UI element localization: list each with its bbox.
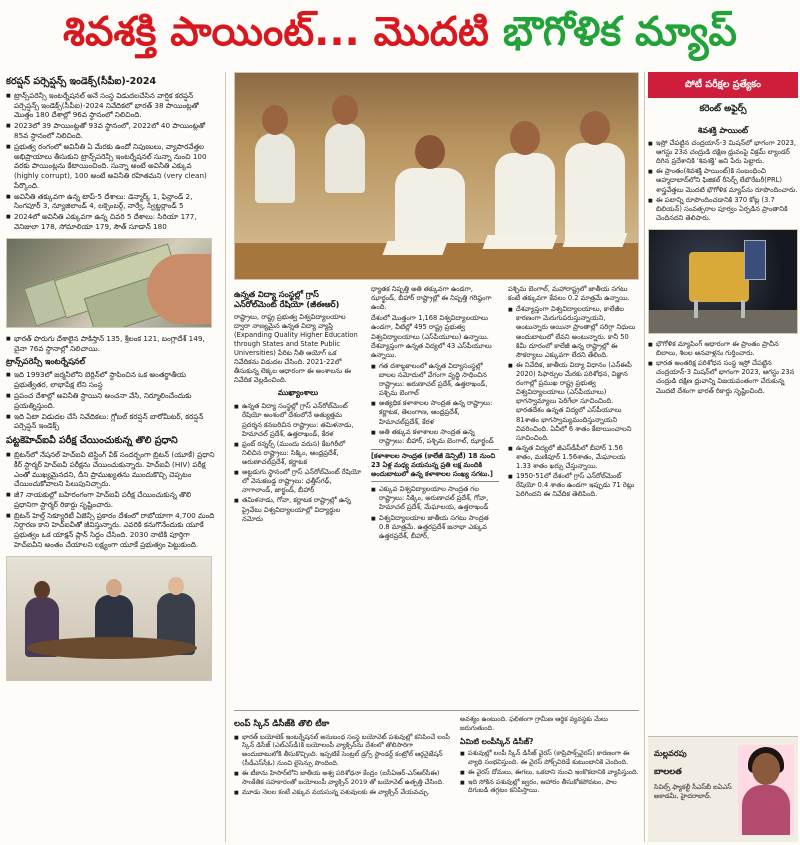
ger-col-1	[234, 285, 362, 705]
list-item: ■ ఉన్నత విద్యలో జీఎస్‌డీపీలో బీహార్ 1.56 శాతం, మణిపూర్ 1.56శాతం, మేఘాలయ 1.33 శాతం ఖర్చు చేస్తున్నాయి.	[508, 444, 636, 471]
author-name: బాలలత	[654, 767, 682, 777]
key-points-heading: ముఖ్యాంశాలు	[277, 388, 319, 398]
mid-bullets	[371, 362, 499, 446]
lunar-lander-photo	[648, 229, 798, 334]
currency-notes-photo	[6, 238, 212, 328]
left-column	[6, 72, 216, 842]
list-item: ■ దేశవ్యాప్తంగా విశ్వవిద్యాలయాలు, కాలేజీల కారణంగా మెరుగుపరుస్తున్నాయని, అంటున్నారు అయినా ప్రాంతాల్లో సరిగ్గా నిధులు అందుబాటులో లేవని అంటున్నారు. కానీ 50 కిమీ దూరంలో కాలేజీ ఉన్న రాష్ట్రాల్లో ఈ సౌకర్యాలు ఎక్కువగా లేదని తేలింది.	[508, 305, 636, 360]
column-divider	[225, 72, 226, 842]
list-item: ■ పశువుల్లో లంపీ స్కిన్ డిసీజ్ వైరస్ (కాప్రిపాక్స్‌వైరస్) కారణంగా ఈ వ్యాధి సంభవిస్తుంది. ఈ వైరస్ పోక్స్‌విరిడే కుటుంబానికి చెందింది.	[460, 749, 639, 767]
list-item: ■ అవినీతి తక్కువగా ఉన్న టాప్-5 దేశాలు: డెన్మార్క్ 1, ఫిన్లాండ్ 2, సింగపూర్ 3, న్యూజిలాండ్ 4, లక్సెంబర్గ్, నార్వే, స్విట్జర్లాండ్ 5	[6, 192, 216, 212]
list-item: ■ భారత్ బయోటెక్ ఇంటర్నేషనల్ అనుబంధ సంస్థ బయోవెట్ పశువుల్లో కనిపించే లంపీ స్కిన్ డిసీజ్ (ఎల్‌ఎస్‌డీ)కి బయోలంపీ వ్యాక్సిన్‌ను దేశంలో తొలిసారిగా అందుబాటులోకి తీసుకొచ్చింది. ఇప్పటికే సెంట్రల్ డ్రగ్స్ స్టాండర్డ్ కంట్రోల్ ఆర్గనైజేషన్ (సీడీఎస్‌సీఓ) నుంచి లైసెన్సు పొందింది.	[234, 733, 452, 768]
center-column	[234, 72, 639, 842]
meeting-photo	[6, 556, 212, 681]
ti-title: ట్రాన్స్‌పరెన్సీ ఇంటర్నేషనల్	[6, 357, 86, 367]
hiv-title: పట్టకెహెచ్‌ఐవీ పరీక్ష చేయించుకున్న తొలి ప్రధాని	[6, 435, 178, 447]
list-item: ■ మూడు నెలల కంటే ఎక్కువ వయసున్న పశువులకు ఈ వ్యాక్సిన్ వేయవచ్చు.	[234, 788, 452, 797]
lumpy-para: అవశ్యం ఉంటుంది. ఫలితంగా గ్రామీణ ఆర్థిక వ్యవస్థకు మేలు జరుగుతుంది.	[460, 715, 608, 732]
list-item: ■ ఈ టీకాను హిసార్‌లోని జాతీయ అశ్వ పరిశోధనా కేంద్రం (ఐసీఏఆర్-ఎన్‌ఆర్‌సీఈ) సాంకేతిక సహకారంతో బయోలంపీ వ్యాక్సిన్ 2019 తో బయోవెట్ ఉత్పత్తి చేసింది.	[234, 769, 452, 787]
lumpy-what-heading: ఏమిటి లంపీస్కిన్ డిసీజ్?	[460, 736, 534, 746]
list-item: ■ 1950-51లో దేశంలో గ్రాస్ ఎన్‌రోల్‌మెంట్ రేషియో 0.4 శాతం ఉండగా ఇప్పుడు 71 రెట్లు పెరిగిందని ఈ నివేదిక తెలిపింది.	[508, 472, 636, 499]
college-density-note: [కళాశాలల సాంద్రత (కాలేజీ డెన్సిటీ) 18 నుంచి 23 ఏళ్ల మధ్య వయసున్న ప్రతి లక్ష మందికి అందుబాటులో ఉన్న కళాశాలల సంఖ్య సగటు.]	[371, 449, 499, 482]
current-affairs-label: కరెంట్ అఫైర్స్	[699, 104, 747, 114]
mid-para: దేశంలో మొత్తంగా 1,168 విశ్వవిద్యాలయాలు ఉండగా, వీటిల్లో 495 రాష్ట్ర ప్రభుత్వ విశ్వవిద్యాలయాలు (ఎస్‌పీయూలు) ఉన్నాయి. దేశవ్యాప్తంగా ఉన్నత విద్యలో 43 ఎస్‌పీయూలు ఉన్నాయి.	[371, 314, 492, 359]
lumpy-col-1	[234, 715, 452, 842]
list-item: ■ 2024లో అవినీతి ఎక్కువగా ఉన్న చివరి 5 దేశాలు: సిరియా 177, వెనిజులా 178, సోమాలియా 179, సౌత్ సూడాన్ 180	[6, 212, 216, 232]
mid-para: ధ్యాతక నిష్పత్తి అతి తక్కువగా ఉండగా, ఝార్ఖండ్, బీహార్ రాష్ట్రాల్లో ఈ నిష్పత్తి గరిష్ఠంగా ఉంది.	[371, 285, 492, 312]
list-item: ■ ఇది ఏటా విడుదల చేసే నివేదికలు: గ్లోబల్ కరప్షన్ బారోమీటర్, కరప్షన్ పర్సెప్షన్ ఇండెక్స్	[6, 412, 216, 432]
list-item: ■ ట్రాన్స్‌పరెన్సీ ఇంటర్నేషనల్ అనే సంస్థ విడుదలచేసిన వార్షిక కరప్షన్ పర్సెప్షన్స్ ఇండెక్స్(సీపీఐ)-2024 నివేదికలో భారత్ 38 పాయింట్లతో మొత్తం 180 దేశాల్లో 96వ స్థానంలో నిలిచింది.	[6, 91, 216, 120]
list-item: ■ విశ్వవిద్యాలయాల జాతీయ సగటు సాంద్రత 0.8 మాత్రమే. ఉత్తరప్రదేశ్ జనాభా ఎక్కువ ఉత్తరప్రదేశ్, బీహార్,	[371, 514, 499, 541]
page-headline	[0, 0, 800, 64]
list-item: ■ ఈ పటాన్ని రూపొందించడానికి 370 కోట్ల (3.7 బిలియన్) సంవత్సరాల పూర్వం ఏర్పడిన ప్రాంతానికి చెందినదని తెలిపారు.	[648, 196, 798, 223]
author-portrait	[738, 745, 794, 835]
mid-bullets-2	[371, 485, 499, 541]
list-item: ■ ఎక్కువ విశ్వవిద్యాలయాల సాంద్రత గల రాష్ట్రాలు: సిక్కిం, అరుణాచల్ ప్రదేశ్, గోవా, హిమాచల్ ప్రదేశ్, మేఘాలయ, ఉత్తరాఖండ్	[371, 485, 499, 512]
hiv-bullets	[6, 450, 216, 550]
cpi-title: కరప్షన్ పర్సెప్షన్స్ ఇండెక్స్(సీపీఐ)-2024	[6, 76, 157, 87]
column-divider	[644, 72, 645, 842]
list-item: ■ ఇస్రో చేపట్టిన చంద్రయాన్-3 మిషన్‌లో భాగంగా 2023, ఆగస్టు 23న చంద్రుడి దక్షిణ ధ్రువంపై విక్రమ్ ల్యాండర్ దిగిన ప్రదేశానికి 'శివశక్తి' అని పేరు పెట్టారు.	[648, 139, 798, 166]
ger-col-3	[508, 285, 636, 705]
right-bullets	[508, 305, 636, 499]
list-item: ■ తమిళనాడు, గోవా, కర్ణాటక రాష్ట్రాల్లో ఉన్న ప్రైవేటు విశ్వవిద్యాలయాల్లో విద్యార్థుల నమోదు	[234, 496, 362, 523]
list-item: ■ భౌగోళిక మ్యాపింగ్ ఆధారంగా ఈ ప్రాంతం ప్రాచీన బిలాలు, శిలల ఆనవాళ్లను గుర్తించారు.	[648, 340, 798, 358]
author-role: సివిల్స్ ఫ్యాకల్టీ సీఎస్‌బీ ఐఏఎస్ అకాడమీ, హైదరాబాద్.	[654, 783, 732, 800]
list-item: ■ గత దశాబ్దకాలంలో ఉన్నత విద్యాసంస్థల్లో బాలల నమోదులో వేగంగా వృద్ధి సాధించిన రాష్ట్రాలు: అరుణాచల్ ప్రదేశ్, ఉత్తరాఖండ్, పశ్చిమ బెంగాల్	[371, 362, 499, 398]
ger-col-2	[371, 285, 499, 705]
author-surname: మల్లవరపు	[654, 749, 687, 758]
lumpy-right-bullets	[460, 749, 639, 795]
list-item: ■ ఈ వైరస్ దోమలు, ఈగలు, ఒకదాని నుంచి ఇంకొకదానికి వ్యాపిస్తుంది.	[460, 768, 639, 777]
list-item: ■ భారత అంతరిక్ష పరిశోధన సంస్థ ఇస్రో చేపట్టిన చంద్రయాన్-3 మిషన్‌లో భాగంగా 2023, ఆగస్టు 23న చంద్రుడి దక్షిణ ధ్రువాన్ని విజయవంతంగా చేరుకున్న మొదటి దేశంగా భారత్ రికార్డు సృష్టించింది.	[648, 359, 798, 395]
list-item: ■ ఇది 1993లో జర్మనీలోని బెర్లిన్‌లో స్థాపించిన ఒక అంతర్జాతీయ ప్రభుత్వేతర, లాభాపేక్ష లేని సంస్థ	[6, 370, 216, 390]
list-item: ■ బ్రిటన్‌లో నేషనల్ హెచ్ఐవీ టెస్టింగ్ వీక్ సందర్భంగా బ్రిటన్ (యూకే) ప్రధాని కీర్ స్టార్మర్ హెచ్ఐవీ పరీక్షను చేయించుకున్నారు. హెచ్ఐవీ (HIV) పరీక్ష ఎంతో ముఖ్యమైనదని, దీని ప్రాముఖ్యతను ముందుకొచ్చి చెప్పటం చేయించుకోవాలని పిలుపునిచ్చారు.	[6, 450, 216, 489]
right-column	[648, 72, 798, 842]
headline-part1: శివశక్తి పాయింట్... మొదటి	[63, 9, 503, 55]
list-item: ■ ప్రభుత్వ రంగంలో అవినీతి ఏ మేరకు ఉందో నిపుణులు, వ్యాపారవేత్తల అభిప్రాయాలు తీసుకుని ట్రాన్స్‌పరెన్సీ ఇంటర్నేషనల్ సున్నా నుంచి 100 వరకు పాయింట్లను కేటాయించింది. సున్నా అంటే అవినీతి ఎక్కువ (highly corrupt), 100 అంటే అవినీతి రహితమని (very clean) పేర్కొంది.	[6, 142, 216, 191]
list-item: ■ ప్రపంచ దేశాల్లో అవినీతి స్థాయిని అంచనా వేసి, నిర్మూలించేందుకు ప్రయత్నిస్తుంది.	[6, 391, 216, 411]
list-item: ■ 2023లో 39 పాయింట్లతో 93వ స్థానంలో, 2022లో 40 పాయింట్లతో 85వ స్థానంలో నిలిచింది.	[6, 121, 216, 141]
list-item: ■ అట్టడుగు స్థానంలో గ్రాస్ ఎన్‌రోల్‌మెంట్ రేషియో లో వెనుకబడ్డ రాష్ట్రాలు: ఛత్తీస్‌గఢ్, నాగాలాండ్, జార్ఖండ్, బీహార్	[234, 468, 362, 495]
cpi-bullets	[6, 91, 216, 232]
lumpy-bullets	[234, 733, 452, 797]
list-item: ■ ఫ్రంట్ రన్నర్స్ (ముందు వరుస) కేటగిరీలో నిలిచిన రాష్ట్రాలు: సిక్కిం, ఆంధ్రప్రదేశ్, అరుణాచల్‌ప్రదేశ్, కర్ణాటక	[234, 440, 362, 467]
list-item: ■ ఉన్నత విద్యా సంస్థల్లో గ్రాస్ ఎన్‌రోల్‌మెంట్ రేషియో అంశంలో దేశంలోనే అత్యుత్తమ ప్రదర్శన కనబరిచిన రాష్ట్రాలు: తమిళనాడు, హిమాచల్ ప్రదేశ్, ఉత్తరాఖండ్, కేరళ	[234, 402, 362, 438]
shivshakti-bullets	[648, 139, 798, 223]
lumpy-title: లంప్ స్కిన్ డిసీజ్‌కి తొలి టీకా	[234, 719, 330, 729]
list-item: ■ ఇది సోకిన పశువుల్లో జ్వరం, ఆహారం తీసుకోకపోవటం, పాల దిగుబడి తగ్గటం కనిపిస్తాయి.	[460, 778, 639, 796]
shivshakti-bullets-2	[648, 340, 798, 396]
ger-intro: రాష్ట్రాలు, రాష్ట్ర ప్రభుత్వ విశ్వవిద్యాలయాల ద్వారా నాణ్యమైన ఉన్నత విద్యా వ్యాప్తి (Expanding Quality Higher Education through States and State Public Universities) పేరిట నీతి ఆయోగ్ ఒక నివేదికను విడుదల చేసింది. 2021-22లో తీసుకున్న లెక్కల ఆధారంగా ఈ అంశాలను ఈ నివేదిక వెల్లడించింది.	[234, 312, 358, 385]
ger-title: ఉన్నత విద్యా సంస్థల్లో గ్రాస్ ఎన్‌రోల్‌మెంట్ రేషియో (జీఈఆర్)	[234, 289, 340, 310]
list-item: ■ ఈ నివేదిక, జాతీయ విద్యా విధానం (ఎన్‌ఈపీ 2020) సిఫార్సుల మేరకు పరిశోధన, విజ్ఞాన రంగాల్లో ప్రముఖ రాష్ట్ర ప్రభుత్వ విశ్వవిద్యాలయాలు (ఎస్‌పీయూలు) భాగస్వామ్యాలు పెరిగేలా సూచించింది. భారతదేశం ఉన్నత విద్యలో ఎస్‌పీయూలు 81శాతం భాగస్వామ్యమందిస్తున్నాయని వివరించింది. ఏవీలో 6 శాతం కేటాయించాలని సూచించింది.	[508, 361, 636, 443]
special-banner: పోటీ పరీక్షల ప్రత్యేకం	[648, 72, 798, 98]
classroom-students-photo	[234, 72, 639, 280]
list-item: ■ భారత్ పొరుగు దేశాలైన పాకిస్తాన్ 135, శ్రీలంక 121, బంగ్లాదేశ్ 149, చైనా 76వ స్థానాల్లో నిలిచాయి.	[6, 334, 216, 354]
lumpy-col-2	[460, 715, 639, 842]
list-item: ■ అతి తక్కువ కళాశాలల సాంద్రత ఉన్న రాష్ట్రాలు: బీహార్, పశ్చిమ బెంగాల్, ఝార్ఖండ్	[371, 428, 499, 446]
ger-article	[234, 285, 639, 705]
right-para: పశ్చిమ బెంగాల్, మహారాష్ట్రలో జాతీయ సగటు కంటే తక్కువగా కేవలం 0.2 మాత్రమే ఉన్నాయి.	[508, 285, 630, 303]
list-item: ■ జీ7 నాయకుల్లో బహిరంగంగా హెచ్ఐవీ పరీక్ష చేయించుకున్న తొలి ప్రధానిగా స్టార్మర్ రికార్డు సృష్టించారు.	[6, 490, 216, 510]
list-item: ■ ఈ ప్రాంతం(శివశక్తి పాయింట్)కి సంబంధించి అహ్మదాబాద్‌లోని ఫిజికల్ రీసెర్చ్ లేబొరేటరీ(PRL) శాస్త్రవేత్తలు మొదటి భౌగోళిక మ్యాప్‌ను రూపొందించారు.	[648, 167, 798, 194]
list-item: ■ అత్యధిక కళాశాలల సాంద్రత ఉన్న రాష్ట్రాలు: కర్ణాటక, తెలంగాణ, ఆంధ్రప్రదేశ్, హిమాచల్‌ప్రదేశ్, కేరళ	[371, 399, 499, 426]
list-item: ■ బ్రిటన్ హెల్త్ సెక్యూరిటీ ఏజెన్సీ ప్రకారం దేశంలో రాబోయాగా 4,700 మంది నిర్దారణ కాని హెచ్ఐవీతో జీవిస్తున్నారు. ఎవరికి కనుగొనేందుకు యూకే ప్రభుత్వం ఒక యాక్షన్ ప్లాన్ సిద్దం చేసింది. 2030 నాటికి పూర్తిగా హెచ్ఐవీని అంతం చేయాలని లక్ష్యంగా యూకే ప్రభుత్వం పెట్టుకుంది.	[6, 511, 216, 550]
author-box	[648, 736, 798, 842]
neighbours-bullets	[6, 334, 216, 354]
ti-bullets	[6, 370, 216, 431]
section-divider	[234, 710, 639, 711]
headline-part2: భౌగోళిక మ్యాప్	[502, 9, 737, 55]
lumpy-article	[234, 715, 639, 842]
shivshakti-title: శివశక్తి పాయింట్	[697, 126, 749, 135]
ger-bullets	[234, 402, 362, 523]
